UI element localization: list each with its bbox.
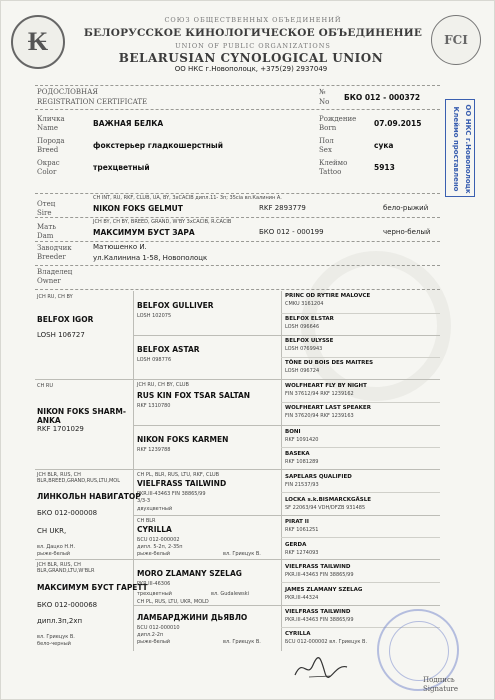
sire-titles: CH INT, RU, RKF, CLUB, UA, BY, 3xCACIB дипл.11- 3п; 35сiа вл.Калинин А. xyxy=(93,195,282,201)
dog-sex: сука xyxy=(374,141,394,150)
g2-mdd-owner: вл. Гриецук В. xyxy=(223,639,261,645)
label-dam-ru: Мать xyxy=(37,223,57,231)
label-owner-en: Owner xyxy=(37,277,61,285)
label-sire-ru: Отец xyxy=(37,200,56,208)
g3-3-reg: LOSH 0769943 xyxy=(285,346,323,352)
g3b-2-reg: FIN 37620/94 RKF 1239163 xyxy=(285,413,354,419)
g3c-1-reg: FIN 21537/93 xyxy=(285,482,319,488)
g2-ss-reg: LOSH 102075 xyxy=(137,313,172,319)
g3d-2-name: JAMES ZLAMANY SZELAG xyxy=(285,587,363,593)
fci-logo-icon: FCI xyxy=(431,15,481,65)
cert-no-en: No xyxy=(319,98,330,106)
dog-breed: фокстерьер гладкошерстный xyxy=(93,141,223,150)
header-title-ru: БЕЛОРУССКОЕ КИНОЛОГИЧЕСКОЕ ОБЪЕДИНЕНИЕ xyxy=(83,27,423,39)
g3c-4-reg: RKF 1274093 xyxy=(285,550,319,556)
label-tattoo-ru: Клеймо xyxy=(319,159,348,167)
g3d-2-reg: PKR.III-44324 xyxy=(285,595,319,601)
g1-ms-name: ЛИНКОЛЬН НАВИГАТОР xyxy=(37,492,141,501)
g2-mdd-reg: БСU 012-000010 xyxy=(137,625,180,631)
g1-sire-reg: LOSH 106727 xyxy=(37,331,85,339)
header-union-ru: СОЮЗ ОБЩЕСТВЕННЫХ ОБЪЕДИНЕНИЙ xyxy=(164,16,342,24)
g3b-4-reg: RKF 1081289 xyxy=(285,459,319,465)
sire-color: бело-рыжий xyxy=(383,204,429,212)
g3b-1-name: WOLFHEART FLY BY NIGHT xyxy=(285,383,367,389)
g3-4-name: TÔNE DU BOIS DES MAITRES xyxy=(285,360,374,366)
sign-label-ru: Подпись xyxy=(423,676,455,684)
cert-title-ru: РОДОСЛОВНАЯ xyxy=(37,88,99,96)
g1-md-titles: JCH BLR, RUS, CH BLR,GRAND,LTU,W'BLR xyxy=(37,562,95,574)
g2-sd-name: BELFOX ASTAR xyxy=(137,345,200,354)
g1-dam-reg: RKF 1701029 xyxy=(37,425,84,433)
g1-md-color: бело-черный xyxy=(37,641,71,647)
g1-ms-owner: вл. Дацко Н.Н. xyxy=(37,544,76,550)
sire-name: NIKON FOKS GELMUT xyxy=(93,204,183,213)
g3c-2-name: LOCKA s.k.BISMARCKGÄSLE xyxy=(285,497,372,503)
g3b-4-name: BASEKA xyxy=(285,451,310,457)
sign-label-en: Signature xyxy=(423,685,459,693)
g1-md-owner: вл. Гриецук В. xyxy=(37,634,75,640)
g2-mds-name: MORO ZLAMANY SZELAG xyxy=(137,569,242,578)
g3b-2-name: WOLFHEART LAST SPEAKER xyxy=(285,405,371,411)
dam-color: черно-белый xyxy=(383,228,431,236)
g2-mdd-extra: дипл.2-2п xyxy=(137,632,164,638)
g3d-4-name: CYRILLA xyxy=(285,631,311,637)
blue-tattoo-stamp: ОО НКС г.Новополоцк Клеймо проставлено xyxy=(445,99,475,197)
g3d-3-reg: PKR.III-43463 FIN 38865/99 xyxy=(285,617,354,623)
g1-sire-titles: JCH RU, CH BY xyxy=(37,294,73,300)
g1-md-extra: дипл.3п,2хп xyxy=(37,617,83,625)
breeder-address: ул.Калинина 1-58, Новополоцк xyxy=(93,254,208,262)
g3c-1-name: SAPELARS QUALIFIED xyxy=(285,474,352,480)
g1-sire-name: BELFOX IGOR xyxy=(37,315,94,324)
g3-2-name: BELFOX ELSTAR xyxy=(285,316,334,322)
label-breeder-ru: Заводчик xyxy=(37,244,72,252)
g2-mss-titles: CH PL, BLR, RUS, LTU, RKF, CLUB xyxy=(137,472,220,478)
g3c-2-reg: SF 22063/94 VDH/DFZB 931485 xyxy=(285,505,366,511)
header-title-en: BELARUSIAN CYNOLOGICAL UNION xyxy=(118,51,384,65)
label-breed-en: Breed xyxy=(37,146,59,154)
g2-mds-owner: вл. Gudalewski xyxy=(211,591,250,597)
g2-mss-name: VIELFRASS TAILWIND xyxy=(137,479,227,488)
cert-no-ru: № xyxy=(319,88,326,96)
g3-4-reg: LOSH 096724 xyxy=(285,368,320,374)
g1-dam-titles: CH RU xyxy=(37,383,53,389)
g1-md-name: МАКСИМУМ БУСТ ГАРЕТТ xyxy=(37,583,148,592)
label-born-ru: Рождение xyxy=(319,115,357,123)
g2-ds-titles: JCH RU, CH BY, CLUB xyxy=(137,382,189,388)
label-name-ru: Кличка xyxy=(37,115,65,123)
g2-msd-color: рыже-белый xyxy=(137,551,171,557)
g2-msd-titles: CH BLR xyxy=(137,518,156,524)
g3c-3-name: PIRAT II xyxy=(285,519,309,525)
g2-dd-reg: RKF 1239788 xyxy=(137,447,171,453)
g1-ms-titles: JCH BLR, RUS, CH BLR,BREED,GRAND,RUS,LTU,MOL xyxy=(37,472,121,484)
g2-mss-extra: З/З-З xyxy=(137,498,151,504)
g2-ds-name: RUS KIN FOX TSAR SALTAN xyxy=(137,391,251,400)
g1-md-reg: БКО 012-000068 xyxy=(37,601,98,609)
g3d-1-name: VIELFRASS TAILWIND xyxy=(285,564,351,570)
label-tattoo-en: Tattoo xyxy=(319,168,342,176)
breeder-name: Матюшенко И. xyxy=(93,243,147,251)
g2-dd-name: NIKON FOKS KARMEN xyxy=(137,435,229,444)
g3b-3-reg: RKF 1091420 xyxy=(285,437,319,443)
g2-ds-reg: RKF 1310780 xyxy=(137,403,171,409)
g3d-3-name: VIELFRASS TAILWIND xyxy=(285,609,351,615)
g3b-1-reg: FIN 37612/94 RKF 1239162 xyxy=(285,391,354,397)
dog-name: ВАЖНАЯ БЕЛКА xyxy=(93,119,164,128)
label-dam-en: Dam xyxy=(37,232,54,240)
g2-mss-color: двухцветный xyxy=(137,506,173,512)
g2-ss-name: BELFOX GULLIVER xyxy=(137,301,214,310)
label-breeder-en: Breeder xyxy=(37,253,66,261)
g3-1-name: PRINC OD RYTIRE MALOVCE xyxy=(285,293,371,299)
g2-sd-reg: LOSH 098776 xyxy=(137,357,172,363)
g3-2-reg: LOSH 096646 xyxy=(285,324,320,330)
dog-born: 07.09.2015 xyxy=(374,119,422,128)
g3-1-reg: CMKU 3161204 xyxy=(285,301,324,307)
g3d-1-reg: PKR.III-43463 FIN 38865/99 xyxy=(285,572,354,578)
g2-mds-titles: CH PL, RUS, LTU, UKR, MOLD xyxy=(137,599,209,605)
g3c-3-reg: RKF 1061251 xyxy=(285,527,319,533)
g2-msd-extra: дипл. 5-2п, 2-35п xyxy=(137,544,183,550)
label-owner-ru: Владелец xyxy=(37,268,73,276)
g2-mdd-name: ЛАМБАРДЖИНИ ДЬЯВЛО xyxy=(137,613,248,622)
dog-tattoo: 5913 xyxy=(374,163,395,172)
header-stamp-line: ОО НКС г.Новополоцк, +375(29) 2937049 xyxy=(174,65,328,73)
g2-msd-name: CYRILLA xyxy=(137,525,172,534)
g3c-4-name: GERDA xyxy=(285,542,307,548)
g2-mdd-color: рыже-белый xyxy=(137,639,171,645)
g2-mds-color: трехцветный xyxy=(137,591,172,597)
label-born-en: Born xyxy=(319,124,337,132)
dog-color: трехцветный xyxy=(93,163,150,172)
g3d-4-reg: БСU 012-000002 вл. Гриецук В. xyxy=(285,639,368,645)
dam-name: МАКСИМУМ БУСТ ЗАРА xyxy=(93,228,195,237)
label-sex-ru: Пол xyxy=(319,137,334,145)
g3b-3-name: BONI xyxy=(285,429,301,435)
label-sex-en: Sex xyxy=(319,146,332,154)
signature-icon xyxy=(291,653,351,683)
cert-number: БКО 012 - 000372 xyxy=(344,93,421,102)
g3-3-name: BELFOX ULYSSE xyxy=(285,338,334,344)
label-sire-en: Sire xyxy=(37,209,52,217)
dam-reg: БКО 012 - 000199 xyxy=(259,228,324,236)
g2-mds-reg: PKR.III-46306 xyxy=(137,581,171,587)
header-union-en: UNION OF PUBLIC ORGANIZATIONS xyxy=(175,42,331,50)
g1-ms-reg: БКО 012-000008 xyxy=(37,509,98,517)
g1-ms-color: рыже-белый xyxy=(37,551,71,557)
g1-dam-name: NIKON FOKS SHARM-ANKA xyxy=(37,407,126,425)
g1-ms-extra: CH UKR, xyxy=(37,527,67,535)
label-name-en: Name xyxy=(37,124,59,132)
bko-logo-icon: ₭ xyxy=(11,15,65,69)
g2-msd-reg: БСU 012-000002 xyxy=(137,537,180,543)
label-breed-ru: Порода xyxy=(37,137,65,145)
g2-msd-owner: вл. Гриецук В. xyxy=(223,551,261,557)
label-color-ru: Окрас xyxy=(37,159,60,167)
g2-mss-reg: PKR.III-43463 FIN 38865/99 xyxy=(137,491,206,497)
sire-reg: RKF 2893779 xyxy=(259,204,306,212)
label-color-en: Color xyxy=(37,168,57,176)
dam-titles: JCH BY, CH BY, BREED, GRAND, W'BY 3xCACIB, R.CACIB xyxy=(93,219,232,225)
cert-title-en: REGISTRATION CERTIFICATE xyxy=(37,98,148,106)
